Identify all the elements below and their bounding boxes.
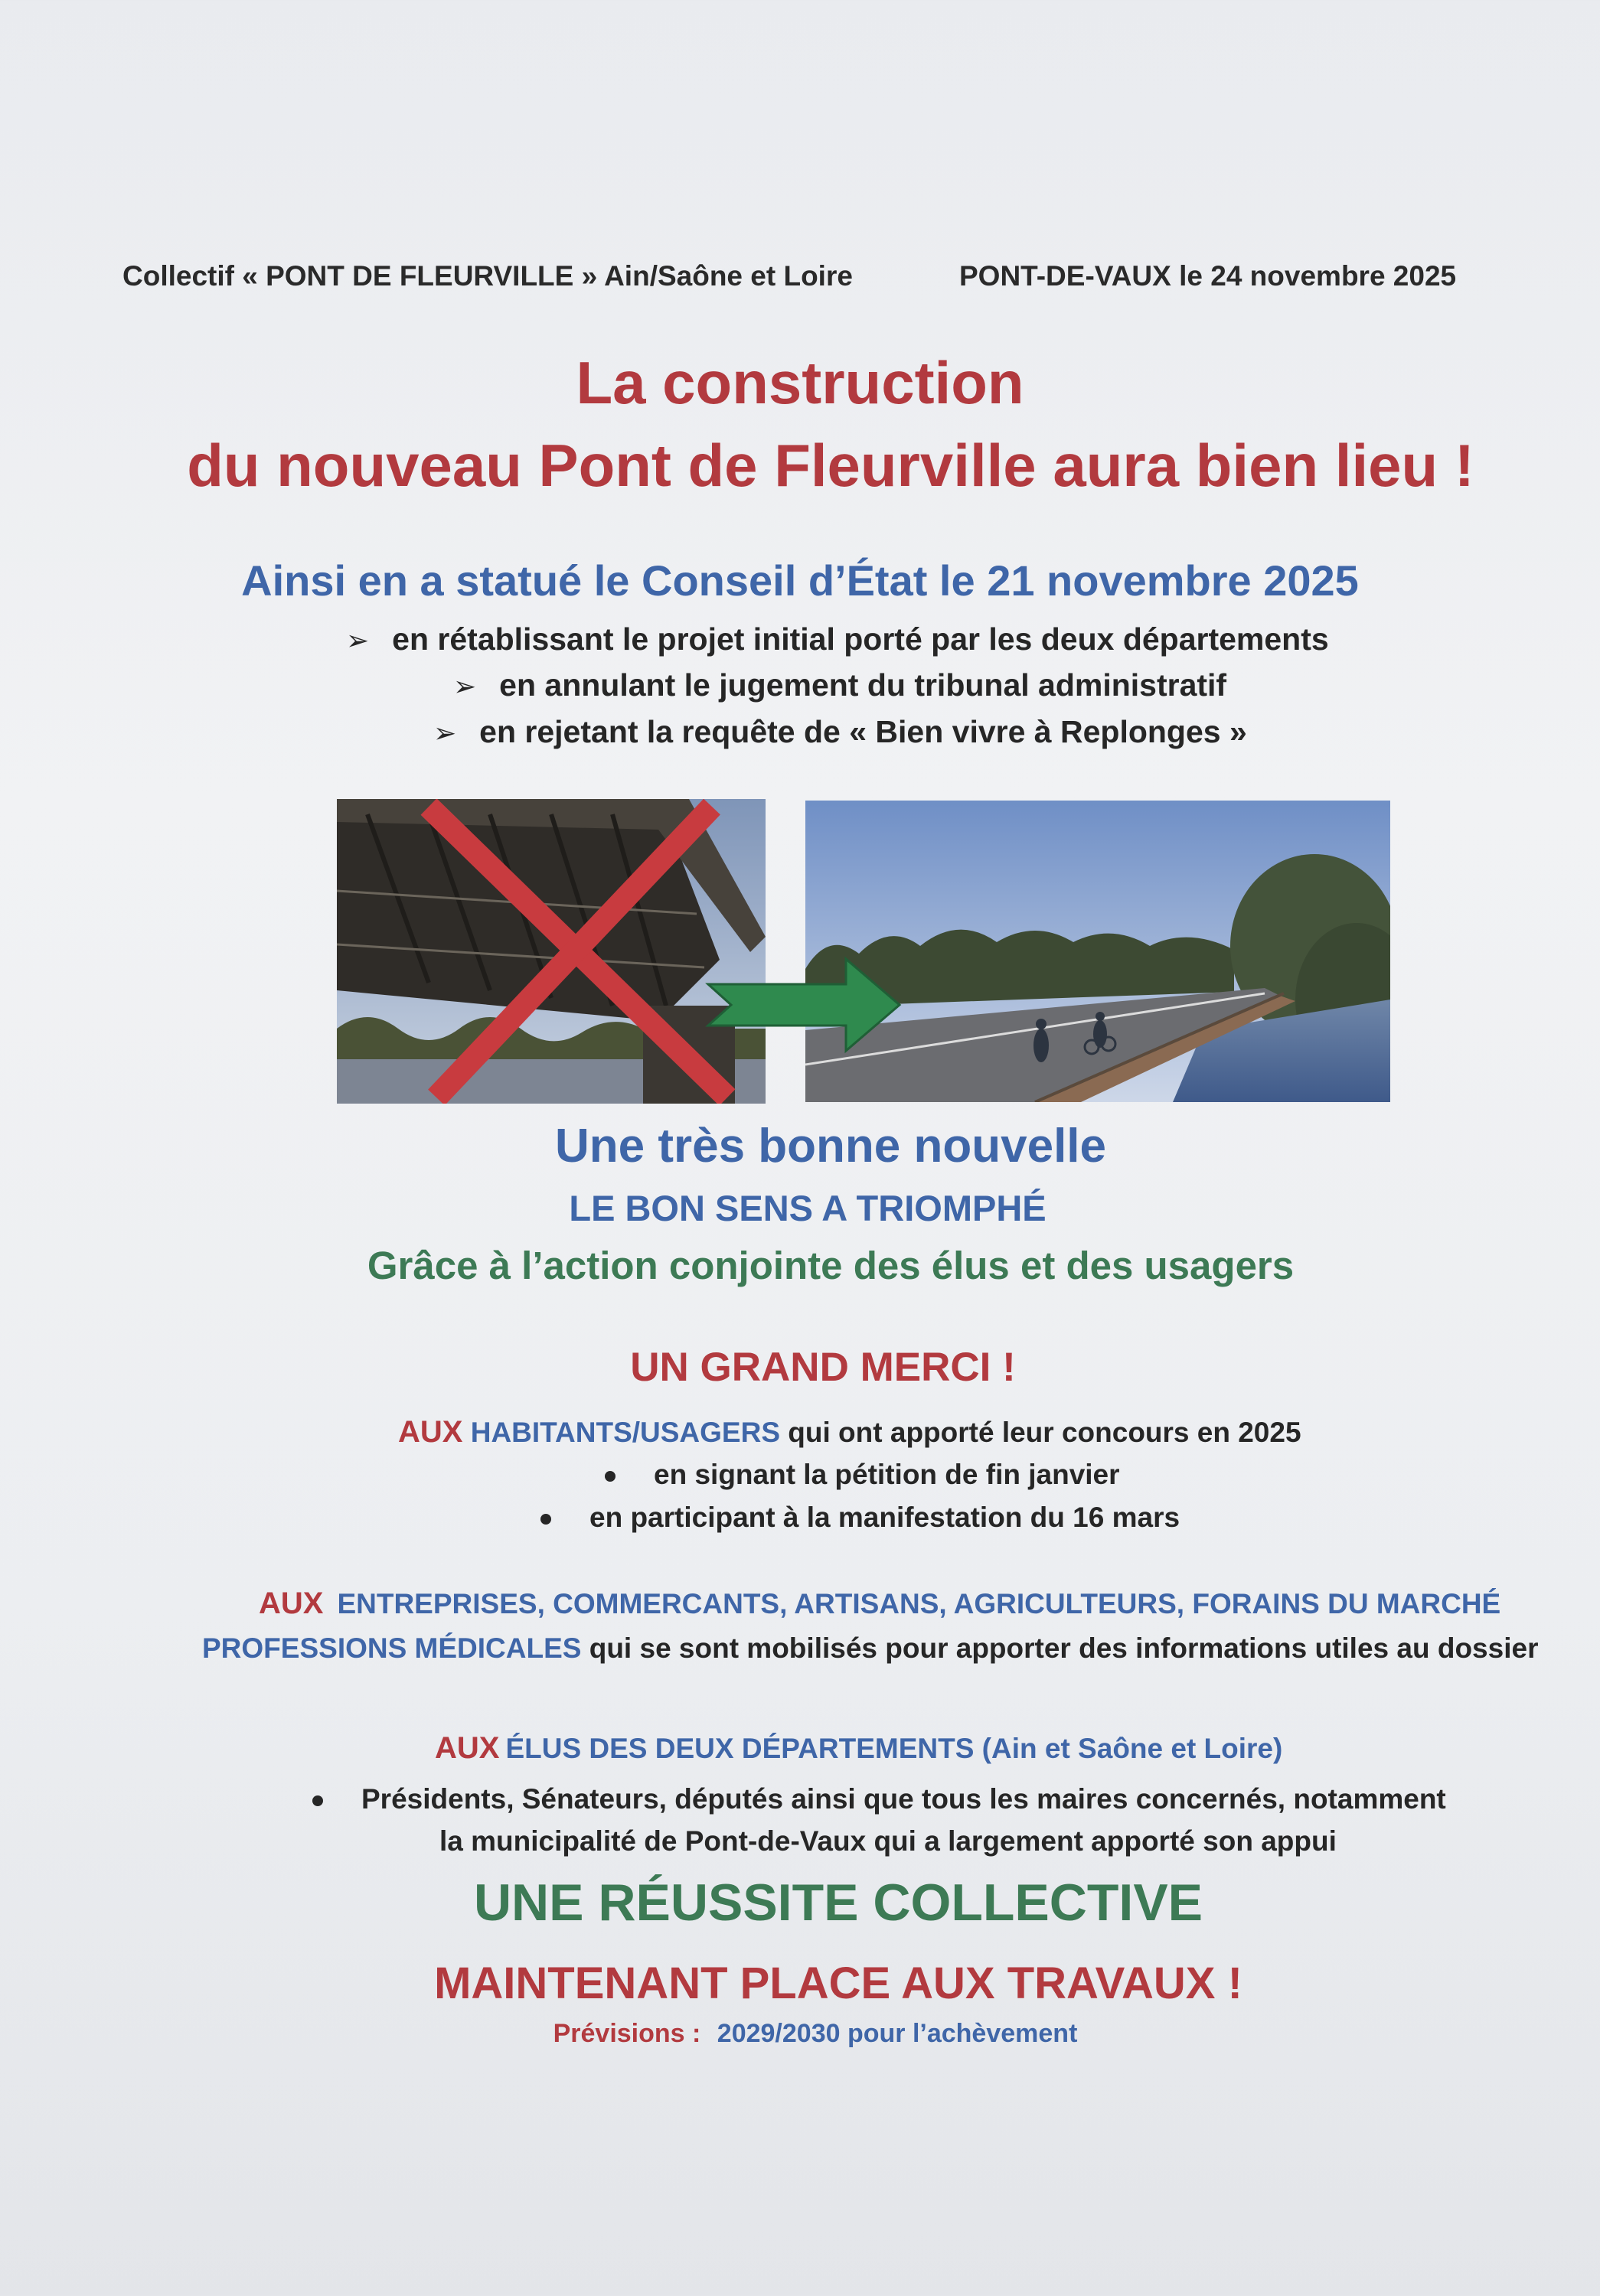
thanks-businesses-cont: PROFESSIONS MÉDICALES qui se sont mobilisés pour apporter des informations utiles au dossier xyxy=(202,1632,1539,1664)
aux-label: AUX xyxy=(259,1587,324,1620)
good-news-headline: Une très bonne nouvelle xyxy=(554,1120,1107,1172)
medical-professions-label: PROFESSIONS MÉDICALES xyxy=(202,1632,582,1664)
good-sense-line: LE BON SENS A TRIOMPHÉ xyxy=(569,1188,1047,1228)
forecast-value: 2029/2030 pour l’achèvement xyxy=(717,2019,1078,2048)
officials-item: Présidents, Sénateurs, députés ainsi que tous les maires concernés, notamment xyxy=(312,1783,1446,1815)
place-date: PONT-DE-VAUX le 24 novembre 2025 xyxy=(959,260,1457,292)
joint-action-line: Grâce à l’action conjointe des élus et des usagers xyxy=(367,1244,1295,1287)
residents-label: HABITANTS/USAGERS xyxy=(470,1417,781,1448)
arrowhead-bullet-icon: ➢ xyxy=(433,717,457,748)
residents-item: en signant la pétition de fin janvier xyxy=(605,1459,1120,1491)
arrow-right-icon xyxy=(704,955,903,1055)
old-bridge-photo xyxy=(337,799,766,1104)
completion-forecast xyxy=(15,2019,1600,2049)
bullet-dot-icon xyxy=(605,1471,616,1482)
officials-item-cont: la municipalité de Pont-de-Vaux qui a largement apporté son appui xyxy=(439,1825,1337,1857)
bullet-dot-icon xyxy=(540,1514,551,1525)
aux-label: AUX xyxy=(435,1731,500,1765)
forecast-label: Prévisions : xyxy=(553,2019,701,2048)
title-line-1: La construction xyxy=(576,349,1024,416)
residents-item: en participant à la manifestation du 16 mars xyxy=(540,1502,1180,1534)
bullet-dot-icon xyxy=(312,1795,323,1806)
new-bridge-photo xyxy=(805,801,1390,1102)
businesses-label: ENTREPRISES, COMMERCANTS, ARTISANS, AGRICULTEURS, FORAINS DU MARCHÉ xyxy=(337,1588,1501,1619)
collective-success: UNE RÉUSSITE COLLECTIVE xyxy=(473,1874,1203,1932)
ruling-item: ➢ en annulant le jugement du tribunal administratif xyxy=(453,667,1227,703)
ruling-item: ➢ en rejetant la requête de « Bien vivre à Replonges » xyxy=(433,714,1247,749)
arrowhead-bullet-icon: ➢ xyxy=(453,670,477,702)
thanks-officials xyxy=(435,1731,1282,1766)
collective-name: Collectif « PONT DE FLEURVILLE » Ain/Saône et Loire xyxy=(122,260,853,292)
works-now: MAINTENANT PLACE AUX TRAVAUX ! xyxy=(434,1958,1242,2008)
arrowhead-bullet-icon: ➢ xyxy=(346,625,370,656)
officials-label: ÉLUS DES DEUX DÉPARTEMENTS (Ain et Saône et Loire) xyxy=(505,1733,1283,1764)
title-line-2: du nouveau Pont de Fleurville aura bien lieu ! xyxy=(187,432,1474,499)
thanks-businesses xyxy=(259,1587,1500,1621)
ruling-heading: Ainsi en a statué le Conseil d’État le 21 novembre 2025 xyxy=(241,556,1359,605)
aux-label: AUX xyxy=(398,1415,463,1449)
thanks-heading: UN GRAND MERCI ! xyxy=(630,1345,1016,1390)
thanks-residents: AUX HABITANTS/USAGERS qui ont apporté leur concours en 2025 xyxy=(398,1415,1301,1449)
ruling-item: ➢ en rétablissant le projet initial porté par les deux départements xyxy=(346,621,1329,657)
